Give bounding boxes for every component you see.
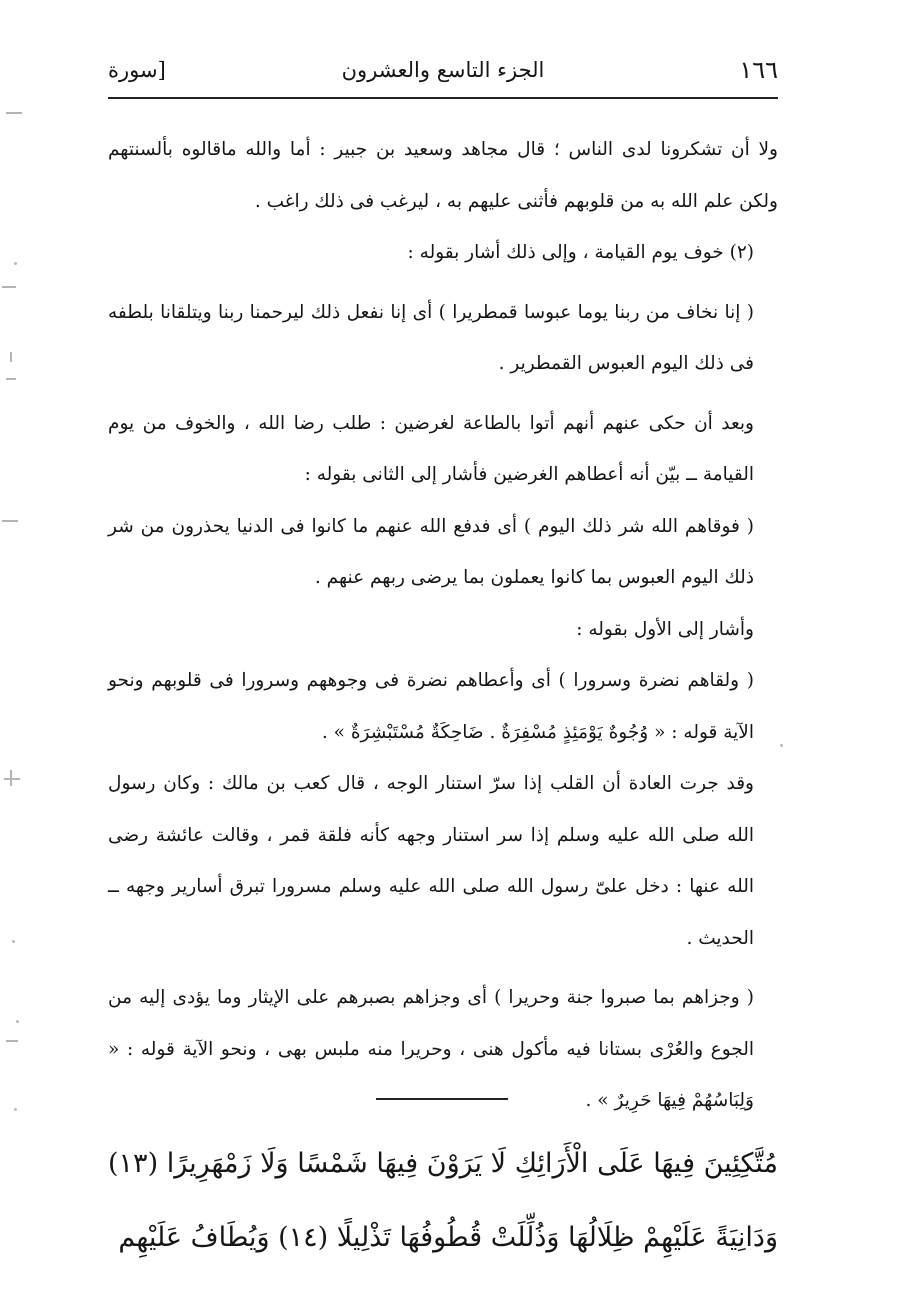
scan-mark — [2, 286, 16, 288]
paragraph-verse-10: ( إنا نخاف من ربنا يوما عبوسا قمطريرا ) أى إنا نفعل ذلك ليرحمنا ربنا ويتلقانا بلطفه فى ذلك اليوم العبوس القمطرير . — [108, 301, 754, 374]
paragraph-verse-11b: ( ولقاهم نضرة وسرورا ) أى وأعطاهم نضرة فى وجوههم وسرورا فى قلوبهم ونحو الآية قوله : « وُجُوهٌ يَوْمَئِذٍ مُسْفِرَةٌ . ضَاحِكَةٌ مُسْتَبْشِرَةٌ » . — [108, 670, 754, 743]
commentary-body — [108, 124, 778, 1127]
section-divider — [376, 1098, 508, 1100]
paragraph-verse-11a: ( فوقاهم الله شر ذلك اليوم ) أى فدفع الله عنهم ما كانوا فى الدنيا يحذرون من شر ذلك اليوم العبوس بما كانوا يعملون بما يرضى ربهم عنهم . — [108, 515, 754, 588]
quran-verse-block: مُتَّكِئِينَ فِيهَا عَلَى الْأَرَائِكِ لَا يَرَوْنَ فِيهَا شَمْسًا وَلَا زَمْهَرِيرًا (١٣) وَدَانِيَةً عَلَيْهِمْ ظِلَالُهَا وَذُلِّلَتْ قُطُوفُهَا تَذْلِيلًا (١٤) وَيُطَافُ عَلَيْهِم — [108, 1148, 778, 1253]
scan-mark — [6, 1040, 18, 1042]
scan-dot — [14, 262, 17, 265]
paragraph-verse-12: ( وجزاهم بما صبروا جنة وحريرا ) أى وجزاهم بصبرهم على الإيثار وما يؤدى إليه من الجوع والعُرْى بستانا فيه مأكول هنى ، وحريرا منه ملبس بهى ، ونحو الآية قوله : « وَلِبَاسُهُمْ فِيهَا حَرِيرٌ » . — [108, 987, 754, 1111]
page-number: ١٦٦ — [739, 56, 778, 84]
scan-dot — [14, 1108, 17, 1111]
scan-mark — [6, 112, 22, 114]
scan-dot — [16, 1020, 19, 1023]
scan-mark — [10, 352, 12, 362]
paragraph-second-reason: (٢) خوف يوم القيامة ، وإلى ذلك أشار بقوله : — [407, 242, 754, 263]
paragraph-mujahid-quote: ولا أن تشكرونا لدى الناس ؛ قال مجاهد وسعيد بن جبير : أما والله ماقالوه بألسنتهم ولكن علم الله به من قلوبهم فأثنى عليهم به ، ليرغب فى ذلك راغب . — [108, 139, 778, 212]
scan-mark — [4, 778, 20, 780]
running-header — [108, 52, 778, 92]
scan-mark — [6, 378, 16, 380]
paragraph-hadith: وقد جرت العادة أن القلب إذا سرّ استنار الوجه ، قال كعب بن مالك : وكان رسول الله صلى الله عليه وسلم إذا سر استنار وجهه كأنه فلقة قمر ، وقالت عائشة رضى الله عنها : دخل علىّ رسول الله صلى الله عليه وسلم مسرورا تبرق أسارير وجهه ــ الحديث . — [108, 773, 754, 949]
paragraph-first-aim: وأشار إلى الأول بقوله : — [576, 618, 754, 640]
paragraph-two-aims: وبعد أن حكى عنهم أنهم أتوا بالطاعة لغرضين : طلب رضا الله ، والخوف من يوم القيامة ــ بيّن أنه أعطاهم الغرضين فأشار إلى الثانى بقوله : — [108, 412, 754, 485]
scan-dot — [780, 744, 783, 747]
scan-dot — [12, 940, 15, 943]
part-title: الجزء التاسع والعشرون — [341, 58, 545, 82]
header-rule — [108, 97, 778, 99]
surah-label: [سورة — [108, 58, 166, 82]
scan-mark — [2, 520, 18, 522]
